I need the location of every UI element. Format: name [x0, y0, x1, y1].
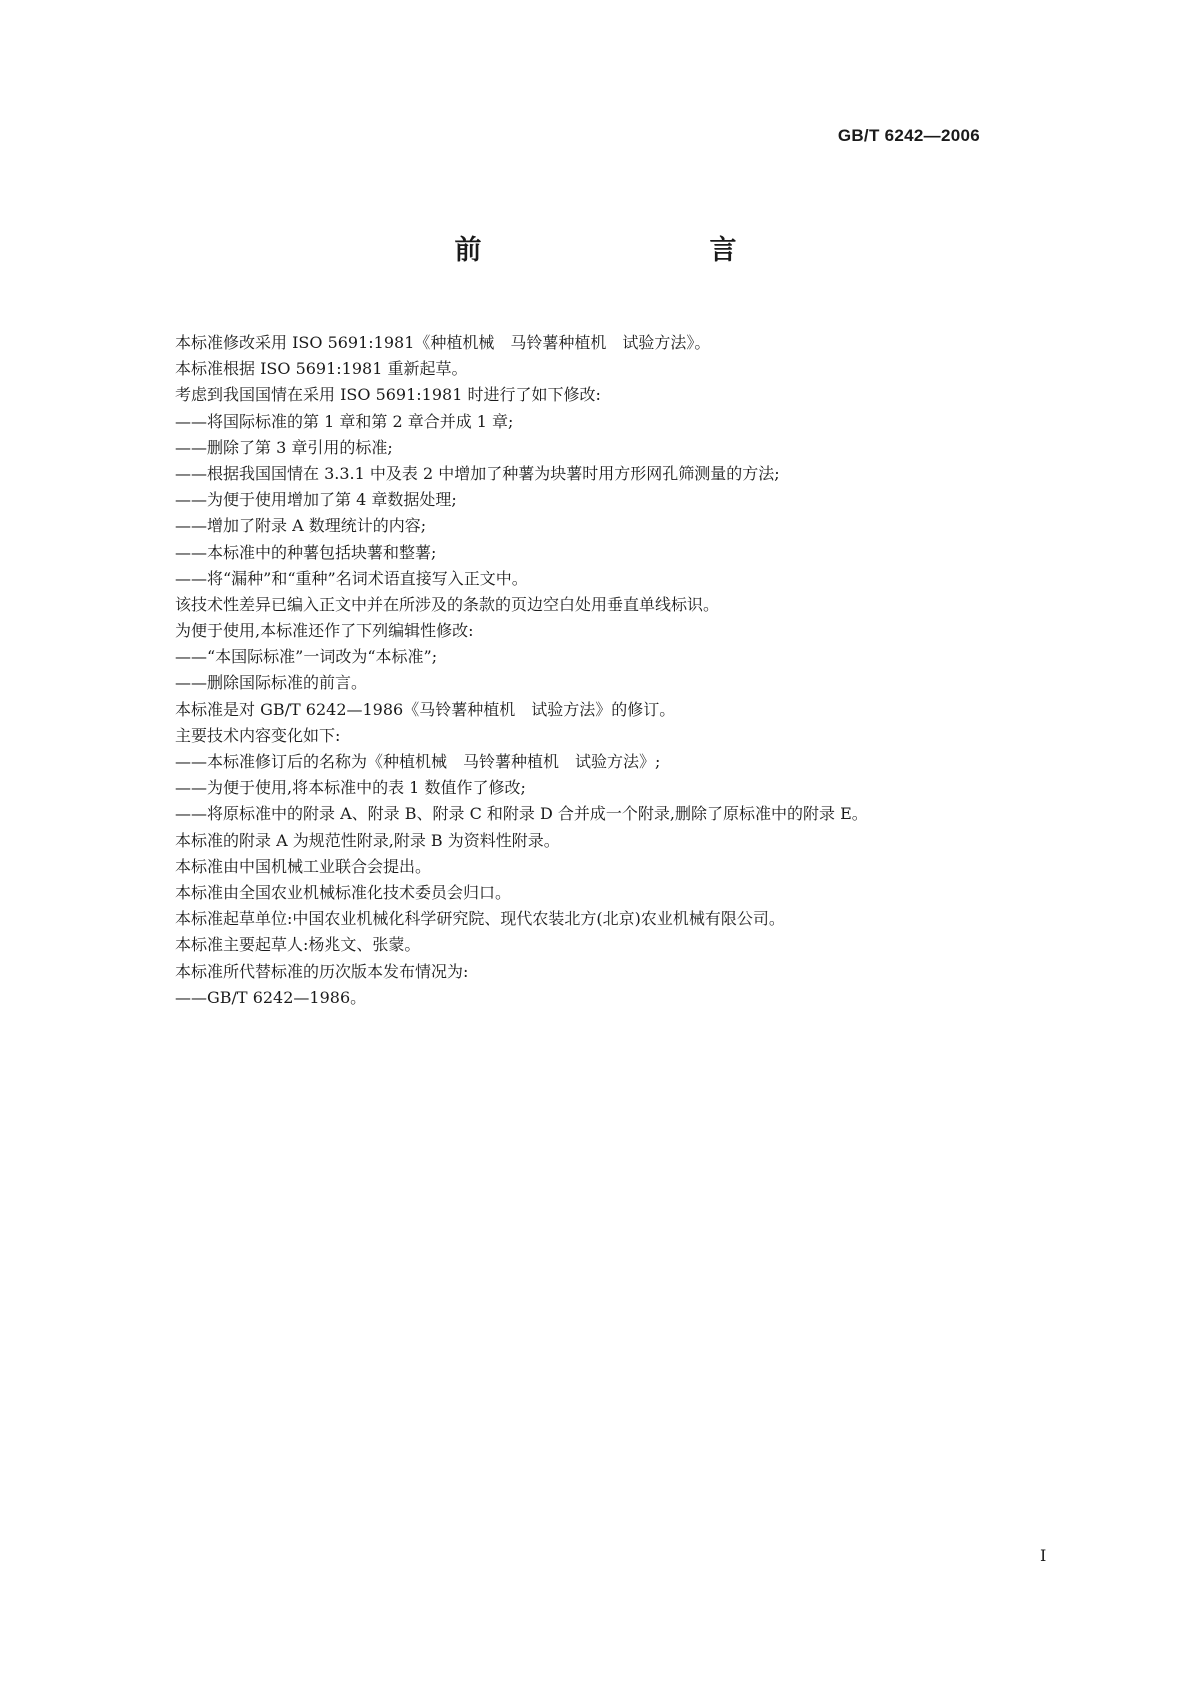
list-item: ——为便于使用增加了第 4 章数据处理; — [175, 490, 457, 510]
paragraph: 本标准由全国农业机械标准化技术委员会归口。 — [175, 882, 512, 902]
list-item: ——根据我国国情在 3.3.1 中及表 2 中增加了种薯为块薯时用方形网孔筛测量的方法; — [175, 463, 780, 483]
paragraph: 本标准起草单位:中国农业机械化科学研究院、现代农装北方(北京)农业机械有限公司。 — [175, 909, 785, 929]
paragraph: 主要技术内容变化如下: — [175, 725, 341, 745]
list-item: ——为便于使用,将本标准中的表 1 数值作了修改; — [175, 778, 526, 798]
list-item: ——将“漏种”和“重种”名词术语直接写入正文中。 — [175, 568, 528, 588]
list-item: ——本标准修订后的名称为《种植机械 马铃薯种植机 试验方法》; — [175, 752, 661, 771]
paragraph: 为便于使用,本标准还作了下列编辑性修改: — [175, 621, 474, 641]
paragraph: 本标准是对 GB/T 6242—1986《马铃薯种植机 试验方法》的修订。 — [175, 699, 676, 719]
paragraph: 本标准所代替标准的历次版本发布情况为: — [175, 961, 469, 981]
list-item: ——删除国际标准的前言。 — [175, 673, 368, 693]
standard-code: GB/T 6242—2006 — [837, 126, 980, 145]
list-item: ——增加了附录 A 数理统计的内容; — [175, 516, 427, 536]
list-item: ——删除了第 3 章引用的标准; — [175, 437, 393, 457]
paragraph: 本标准的附录 A 为规范性附录,附录 B 为资料性附录。 — [175, 830, 560, 850]
list-item: ——“本国际标准”一词改为“本标准”; — [175, 647, 438, 667]
paragraph: 本标准根据 ISO 5691:1981 重新起草。 — [175, 359, 468, 379]
list-item: ——GB/T 6242—1986。 — [175, 987, 367, 1007]
list-item: ——将原标准中的附录 A、附录 B、附录 C 和附录 D 合并成一个附录,删除了原标准中的附录 E。 — [175, 804, 868, 824]
page-number: I — [1040, 1546, 1047, 1565]
paragraph: 本标准主要起草人:杨兆文、张蒙。 — [175, 935, 421, 955]
paragraph: 该技术性差异已编入正文中并在所涉及的条款的页边空白处用垂直单线标识。 — [175, 594, 720, 614]
paragraph: 本标准由中国机械工业联合会提出。 — [175, 856, 432, 876]
paragraph: 考虑到我国国情在采用 ISO 5691:1981 时进行了如下修改: — [175, 385, 601, 405]
list-item: ——将国际标准的第 1 章和第 2 章合并成 1 章; — [175, 411, 514, 431]
page-title: 前 言 — [454, 235, 795, 266]
foreword-body — [175, 330, 1045, 1011]
list-item: ——本标准中的种薯包括块薯和整薯; — [175, 542, 437, 562]
paragraph: 本标准修改采用 ISO 5691:1981《种植机械 马铃薯种植机 试验方法》。 — [175, 333, 711, 352]
